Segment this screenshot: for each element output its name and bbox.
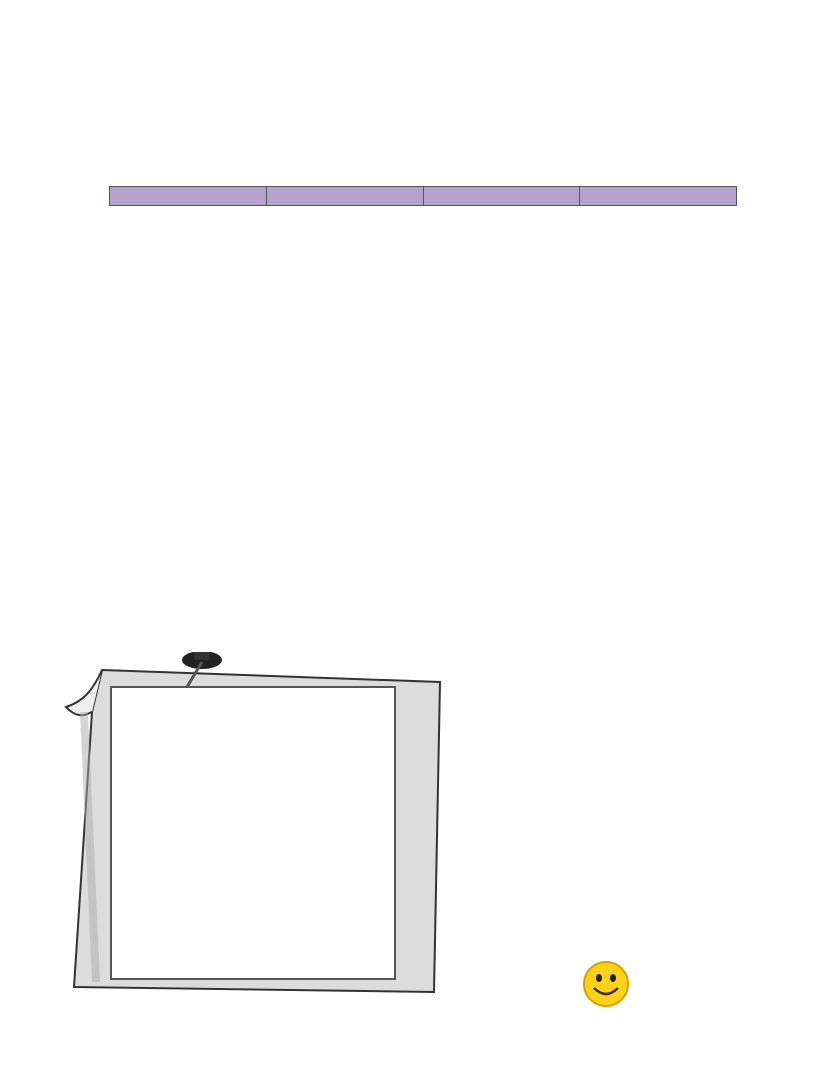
smiley-face-icon <box>584 962 628 1006</box>
header-present-2 <box>423 187 580 206</box>
table-header-row <box>110 187 737 206</box>
border-right <box>774 76 822 1006</box>
verbs-table <box>109 186 737 206</box>
header-past-1 <box>266 187 423 206</box>
header-past-2 <box>580 187 737 206</box>
letter-soup <box>110 686 396 980</box>
great-job-badge <box>538 924 688 1024</box>
border-bottom <box>30 1030 820 1076</box>
header-present-1 <box>110 187 267 206</box>
border-top <box>30 36 820 82</box>
